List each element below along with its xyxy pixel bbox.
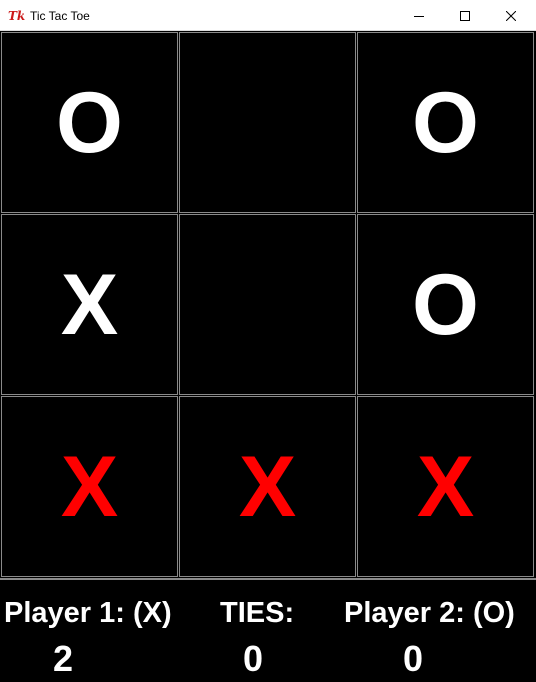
board-cell[interactable] <box>179 214 356 395</box>
player1-score: 2 <box>53 638 74 679</box>
board-cell[interactable]: O <box>357 32 534 213</box>
ties-score: 0 <box>243 638 264 679</box>
board-cell[interactable]: X <box>1 214 178 395</box>
close-icon <box>506 11 516 21</box>
maximize-icon <box>460 11 470 21</box>
ties-label: TIES: <box>220 597 295 629</box>
window-title: Tic Tac Toe <box>30 9 90 23</box>
scoreboard <box>0 578 536 682</box>
close-button[interactable] <box>488 0 534 31</box>
player2-score: 0 <box>403 638 424 679</box>
board-cell[interactable] <box>179 32 356 213</box>
board-cell[interactable]: X <box>1 396 178 577</box>
board-cell[interactable]: O <box>1 32 178 213</box>
board-cell[interactable]: X <box>357 396 534 577</box>
maximize-button[interactable] <box>442 0 488 31</box>
game-board <box>0 31 536 578</box>
tk-feather-icon: Tk <box>8 9 26 23</box>
player1-label: Player 1: (X) <box>4 597 172 629</box>
title-bar[interactable] <box>0 0 536 31</box>
minimize-icon <box>414 11 424 21</box>
board-cell[interactable]: O <box>357 214 534 395</box>
board-cell[interactable]: X <box>179 396 356 577</box>
player2-label: Player 2: (O) <box>344 597 515 629</box>
minimize-button[interactable] <box>396 0 442 31</box>
